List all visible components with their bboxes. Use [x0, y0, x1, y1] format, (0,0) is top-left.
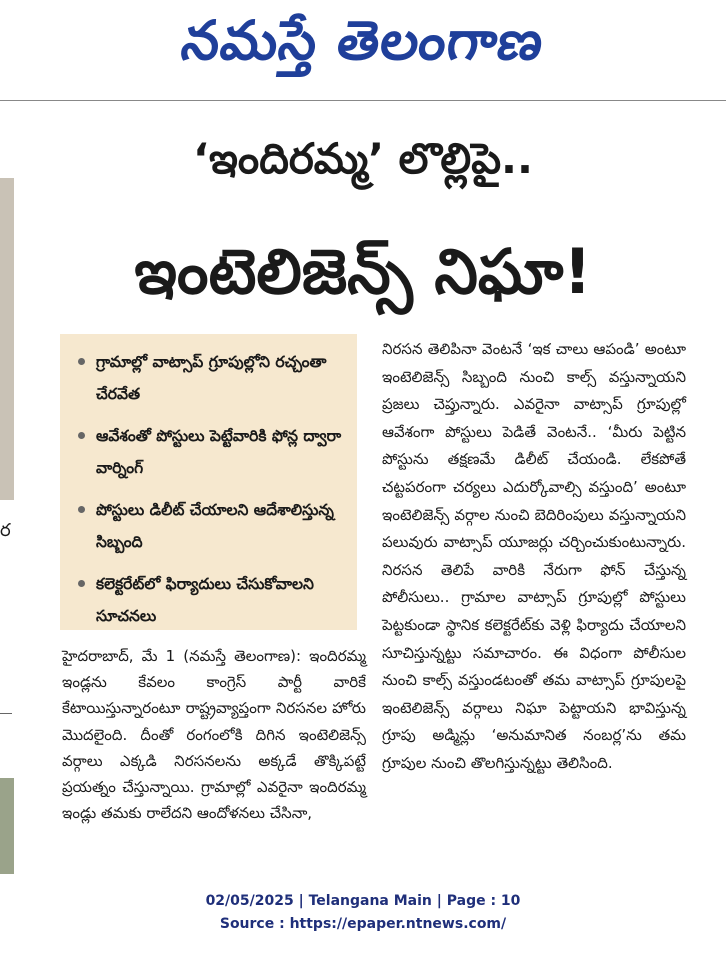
highlight-text: కలెక్టరేట్‌లో ఫిర్యాదులు చేసుకోవాలని సూచనలు — [96, 575, 314, 625]
adjacent-article-photo-2 — [0, 778, 14, 874]
highlight-text: ఆవేశంతో పోస్టులు పెట్టేవారికి ఫోన్ల ద్వారా వార్నింగ్ — [96, 427, 342, 477]
masthead-logo — [0, 0, 726, 84]
highlight-item — [74, 420, 349, 484]
article-column-left — [62, 643, 366, 826]
bullet-icon — [78, 432, 85, 439]
masthead-title: నమస్తే తెలంగాణ — [177, 9, 549, 72]
article-column-right — [382, 336, 686, 778]
masthead-divider — [0, 100, 726, 101]
highlight-item — [74, 568, 349, 632]
highlights-box — [60, 334, 357, 630]
headline-kicker: ‘ఇందిరమ్మ’ లొల్లిపై.. — [193, 134, 533, 183]
headline-main: ఇంటెలిజెన్స్ నిఘా! — [134, 235, 592, 308]
bullet-icon — [78, 506, 85, 513]
highlight-text: పోస్టులు డిలీట్ చేయాలని ఆదేశాలిస్తున్న సిబ్బంది — [96, 501, 334, 551]
bullet-icon — [78, 358, 85, 365]
adjacent-article-fragment: ర — [0, 520, 11, 541]
article-text-right: నిరసన తెలిపినా వెంటనే ‘ఇక చాలు ఆపండి’ అంటూ ఇంటెలిజెన్స్ సిబ్బంది నుంచి కాల్స్ వస్తున్నాయని ప్రజలు చెప్తున్నారు. ఎవరైనా వాట్సాప్ గ్రూపుల్లో ఆవేశంగా పోస్టులు పెడితే వెంటనే.. ‘మీరు పెట్టిన పోస్టును తక్షణమే డిలీట్ చేయండి. లేకపోతే చట్టపరంగా చర్యలు ఎదుర్కోవాల్సి వస్తుంది’ అంటూ ఇంటెలిజెన్స్ వర్గాల నుంచి బెదిరింపులు వస్తున్నాయని పలువురు వాట్సాప్ యూజర్లు చర్చించుకుంటున్నారు. నిరసన తెలిపే వారికి నేరుగా ఫోన్ చేస్తున్న పోలీసులు.. గ్రామాల వాట్సాప్ గ్రూపుల్లో పోస్టులు పెట్టకుండా స్థానిక కలెక్టరేట్‌కు వెళ్లి ఫిర్యాదు చేయాలని సూచిస్తున్నట్టు సమాచారం. ఈ విధంగా పోలీసుల నుంచి కాల్స్ వస్తుండటంతో తమ వాట్సాప్ గ్రూపులపై ఇంటెలిజెన్స్ వర్గాలు నిఘా పెట్టాయని భావిస్తున్న గ్రూపు అడ్మిన్లు ‘అనుమానిత నంబర్ల’ను తమ గ్రూపుల నుంచి తొలగిస్తున్నట్టు తెలిసింది. — [382, 340, 686, 772]
footer-edition-info: 02/05/2025 | Telangana Main | Page : 10 — [205, 893, 521, 909]
bullet-icon — [78, 580, 85, 587]
highlight-item — [74, 346, 349, 410]
highlight-item — [74, 494, 349, 558]
article-text-left: హైదరాబాద్, మే 1 (నమస్తే తెలంగాణ): ఇందిరమ్మ ఇండ్లను కేవలం కాంగ్రెస్ పార్టీ వారికే కేటాయిస్తున్నారంటూ రాష్ట్రవ్యాప్తంగా నిరసనల హోరు మొదలైంది. దీంతో రంగంలోకి దిగిన ఇంటెలిజెన్స్ వర్గాలు ఎక్కడి నిరసనలను అక్కడే తొక్కిపట్టే ప్రయత్నం చేస్తున్నాయి. గ్రామాల్లో ఎవరైనా ఇందిరమ్మ ఇండ్లు తమకు రాలేదని ఆందోళనలు చేసినా, — [62, 647, 366, 823]
footer-source: Source : https://epaper.ntnews.com/ — [219, 916, 507, 932]
adjacent-divider — [0, 713, 12, 714]
highlight-text: గ్రామాల్లో వాట్సాప్ గ్రూపుల్లోని రచ్చంతా చేరవేత — [96, 353, 327, 403]
